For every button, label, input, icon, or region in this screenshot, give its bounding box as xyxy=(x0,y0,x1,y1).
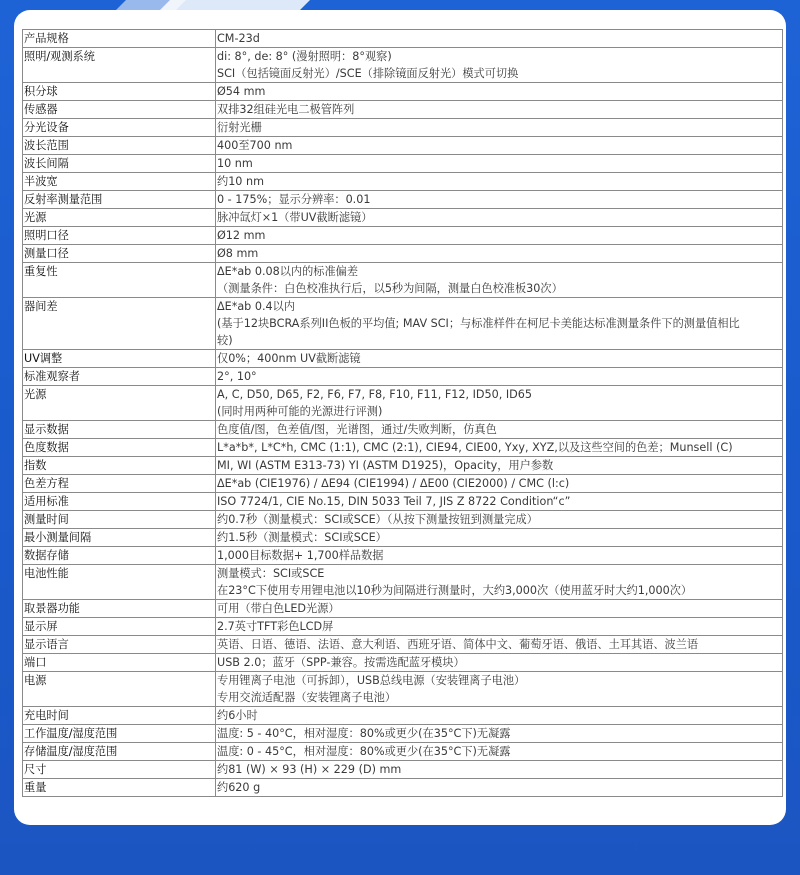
spec-label: 波长范围 xyxy=(23,137,216,155)
spec-label: 传感器 xyxy=(23,101,216,119)
spec-row xyxy=(23,565,783,600)
spec-label: 指数 xyxy=(23,457,216,475)
spec-value-line: MI, WI (ASTM E313-73) YI (ASTM D1925)，Opacity，用户参数 xyxy=(217,459,554,472)
spec-row xyxy=(23,155,783,173)
spec-label: 存储温度/湿度范围 xyxy=(23,743,216,761)
spec-label: 重量 xyxy=(23,779,216,797)
spec-label: 测量口径 xyxy=(23,245,216,263)
spec-value xyxy=(216,636,783,654)
spec-row xyxy=(23,83,783,101)
spec-label: 显示数据 xyxy=(23,421,216,439)
spec-value xyxy=(216,654,783,672)
spec-value-line: (基于12块BCRA系列II色板的平均值; MAV SCI；与标准样件在柯尼卡美能达标准测量条件下的测量值相比 xyxy=(217,317,740,330)
spec-value-line: 英语、日语、德语、法语、意大利语、西班牙语、简体中文、葡萄牙语、俄语、土耳其语、波兰语 xyxy=(217,638,699,651)
spec-row xyxy=(23,779,783,797)
spec-label: 色度数据 xyxy=(23,439,216,457)
spec-value xyxy=(216,191,783,209)
spec-label: 电源 xyxy=(23,672,216,707)
spec-value-line: Ø12 mm xyxy=(217,229,266,242)
spec-value xyxy=(216,600,783,618)
spec-card xyxy=(14,10,786,825)
spec-value-line: (同时用两种可能的光源进行评测) xyxy=(217,405,383,418)
spec-label: 显示屏 xyxy=(23,618,216,636)
spec-value-line: A, C, D50, D65, F2, F6, F7, F8, F10, F11, F12, ID50, ID65 xyxy=(217,388,533,401)
spec-value xyxy=(216,173,783,191)
spec-value-line: 可用（带白色LED光源） xyxy=(217,602,340,615)
spec-row xyxy=(23,672,783,707)
spec-label: 尺寸 xyxy=(23,761,216,779)
spec-row xyxy=(23,743,783,761)
spec-row xyxy=(23,245,783,263)
spec-row xyxy=(23,119,783,137)
spec-value-line: 400至700 nm xyxy=(217,139,293,152)
spec-row xyxy=(23,529,783,547)
spec-value xyxy=(216,137,783,155)
spec-label: 工作温度/湿度范围 xyxy=(23,725,216,743)
spec-value-line: 较) xyxy=(217,334,233,347)
spec-value-line: ISO 7724/1, CIE No.15, DIN 5033 Teil 7, JIS Z 8722 Condition“c” xyxy=(217,495,571,508)
spec-value xyxy=(216,119,783,137)
spec-row xyxy=(23,191,783,209)
spec-value-line: di: 8°, de: 8° (漫射照明：8°观察) xyxy=(217,50,392,63)
spec-value-line: 在23°C下使用专用锂电池以10秒为间隔进行测量时，大约3,000次（使用蓝牙时大约1,000次） xyxy=(217,584,693,597)
spec-label: 光源 xyxy=(23,209,216,227)
spec-value-line: 脉冲氙灯×1（带UV截断滤镜） xyxy=(217,211,373,224)
spec-row xyxy=(23,421,783,439)
spec-value-line: 1,000目标数据+ 1,700样品数据 xyxy=(217,549,384,562)
spec-value-line: 仅0%；400nm UV截断滤镜 xyxy=(217,352,361,365)
spec-label: 端口 xyxy=(23,654,216,672)
spec-row xyxy=(23,493,783,511)
spec-value xyxy=(216,493,783,511)
spec-row xyxy=(23,707,783,725)
spec-value xyxy=(216,368,783,386)
spec-value-line: 约1.5秒（测量模式：SCI或SCE） xyxy=(217,531,387,544)
spec-value xyxy=(216,227,783,245)
spec-value-line: 2.7英寸TFT彩色LCD屏 xyxy=(217,620,334,633)
spec-row xyxy=(23,457,783,475)
spec-value-line: 约10 nm xyxy=(217,175,264,188)
spec-label: 最小测量间隔 xyxy=(23,529,216,547)
spec-value-line: 约620 g xyxy=(217,781,261,794)
spec-value xyxy=(216,743,783,761)
spec-value-line: L*a*b*, L*C*h, CMC (1:1), CMC (2:1), CIE94, CIE00, Yxy, XYZ,以及这些空间的色差；Munsell (C) xyxy=(217,441,733,454)
spec-label: 光源 xyxy=(23,386,216,421)
spec-label: 照明口径 xyxy=(23,227,216,245)
spec-row xyxy=(23,547,783,565)
spec-row xyxy=(23,761,783,779)
spec-row xyxy=(23,30,783,48)
spec-value xyxy=(216,547,783,565)
spec-value-line: ΔE*ab (CIE1976) / ΔE94 (CIE1994) / ΔE00 (CIE2000) / CMC (l:c) xyxy=(217,477,570,490)
spec-row xyxy=(23,209,783,227)
spec-value-line: 10 nm xyxy=(217,157,253,170)
spec-value xyxy=(216,475,783,493)
spec-row xyxy=(23,368,783,386)
spec-value-line: 2°, 10° xyxy=(217,370,257,383)
spec-value-line: 双排32组硅光电二极管阵列 xyxy=(217,103,355,116)
spec-row xyxy=(23,48,783,83)
spec-value-line: 约81 (W) × 93 (H) × 229 (D) mm xyxy=(217,763,402,776)
spec-label: 适用标准 xyxy=(23,493,216,511)
spec-table-body xyxy=(23,30,783,797)
spec-row xyxy=(23,654,783,672)
spec-label: 器间差 xyxy=(23,298,216,350)
spec-value xyxy=(216,155,783,173)
spec-label: 充电时间 xyxy=(23,707,216,725)
spec-label: 重复性 xyxy=(23,263,216,298)
spec-value-line: ΔE*ab 0.4以内 xyxy=(217,300,295,313)
spec-label: 反射率测量范围 xyxy=(23,191,216,209)
spec-value xyxy=(216,707,783,725)
spec-row xyxy=(23,173,783,191)
spec-value xyxy=(216,30,783,48)
spec-table xyxy=(22,29,783,797)
spec-row xyxy=(23,511,783,529)
spec-row xyxy=(23,101,783,119)
spec-value xyxy=(216,511,783,529)
spec-label: 色差方程 xyxy=(23,475,216,493)
spec-value-line: 温度: 5 - 40°C，相对湿度：80%或更少(在35°C下)无凝露 xyxy=(217,727,511,740)
spec-label: 半波宽 xyxy=(23,173,216,191)
spec-row xyxy=(23,618,783,636)
spec-value-line: Ø8 mm xyxy=(217,247,259,260)
spec-label: 测量时间 xyxy=(23,511,216,529)
spec-row xyxy=(23,263,783,298)
spec-value xyxy=(216,725,783,743)
spec-row xyxy=(23,227,783,245)
spec-value xyxy=(216,298,783,350)
spec-label: 照明/观测系统 xyxy=(23,48,216,83)
spec-row xyxy=(23,725,783,743)
spec-label: UV调整 xyxy=(23,350,216,368)
spec-value-line: Ø54 mm xyxy=(217,85,266,98)
spec-value xyxy=(216,672,783,707)
spec-value xyxy=(216,83,783,101)
spec-value xyxy=(216,350,783,368)
spec-value-line: ΔE*ab 0.08以内的标准偏差 xyxy=(217,265,359,278)
spec-value xyxy=(216,565,783,600)
spec-label: 取景器功能 xyxy=(23,600,216,618)
spec-value xyxy=(216,779,783,797)
spec-value-line: 温度: 0 - 45°C，相对湿度：80%或更少(在35°C下)无凝露 xyxy=(217,745,511,758)
spec-row xyxy=(23,439,783,457)
spec-value-line: 衍射光栅 xyxy=(217,121,262,134)
spec-value-line: 测量模式：SCI或SCE xyxy=(217,567,325,580)
spec-label: 分光设备 xyxy=(23,119,216,137)
spec-value-line: 专用交流适配器（安装锂离子电池） xyxy=(217,691,397,704)
spec-row xyxy=(23,137,783,155)
spec-row xyxy=(23,600,783,618)
spec-value-line: 约0.7秒（测量模式：SCI或SCE）（从按下测量按钮到测量完成） xyxy=(217,513,538,526)
spec-value-line: CM-23d xyxy=(217,32,260,45)
spec-value-line: SCI（包括镜面反射光）/SCE（排除镜面反射光）模式可切换 xyxy=(217,67,519,80)
spec-value-line: USB 2.0；蓝牙（SPP-兼容。按需选配蓝牙模块） xyxy=(217,656,465,669)
spec-row xyxy=(23,386,783,421)
spec-value xyxy=(216,101,783,119)
spec-label: 电池性能 xyxy=(23,565,216,600)
spec-value xyxy=(216,263,783,298)
spec-value xyxy=(216,386,783,421)
spec-label: 波长间隔 xyxy=(23,155,216,173)
spec-value xyxy=(216,421,783,439)
spec-value-line: 0 - 175%；显示分辨率：0.01 xyxy=(217,193,371,206)
spec-value xyxy=(216,457,783,475)
spec-value xyxy=(216,209,783,227)
spec-value xyxy=(216,439,783,457)
spec-value xyxy=(216,48,783,83)
spec-row xyxy=(23,298,783,350)
spec-value-line: 专用锂离子电池（可拆卸），USB总线电源（安装锂离子电池） xyxy=(217,674,526,687)
spec-value-line: （测量条件：白色校准执行后，以5秒为间隔，测量白色校准板30次） xyxy=(217,282,563,295)
spec-value xyxy=(216,761,783,779)
spec-value-line: 约6小时 xyxy=(217,709,258,722)
spec-label: 数据存储 xyxy=(23,547,216,565)
spec-label: 积分球 xyxy=(23,83,216,101)
spec-row xyxy=(23,636,783,654)
spec-value xyxy=(216,618,783,636)
spec-row xyxy=(23,350,783,368)
spec-row xyxy=(23,475,783,493)
spec-value-line: 色度值/图，色差值/图，光谱图，通过/失败判断，仿真色 xyxy=(217,423,497,436)
spec-label: 显示语言 xyxy=(23,636,216,654)
spec-value xyxy=(216,529,783,547)
spec-label: 标准观察者 xyxy=(23,368,216,386)
spec-value xyxy=(216,245,783,263)
spec-label: 产品规格 xyxy=(23,30,216,48)
